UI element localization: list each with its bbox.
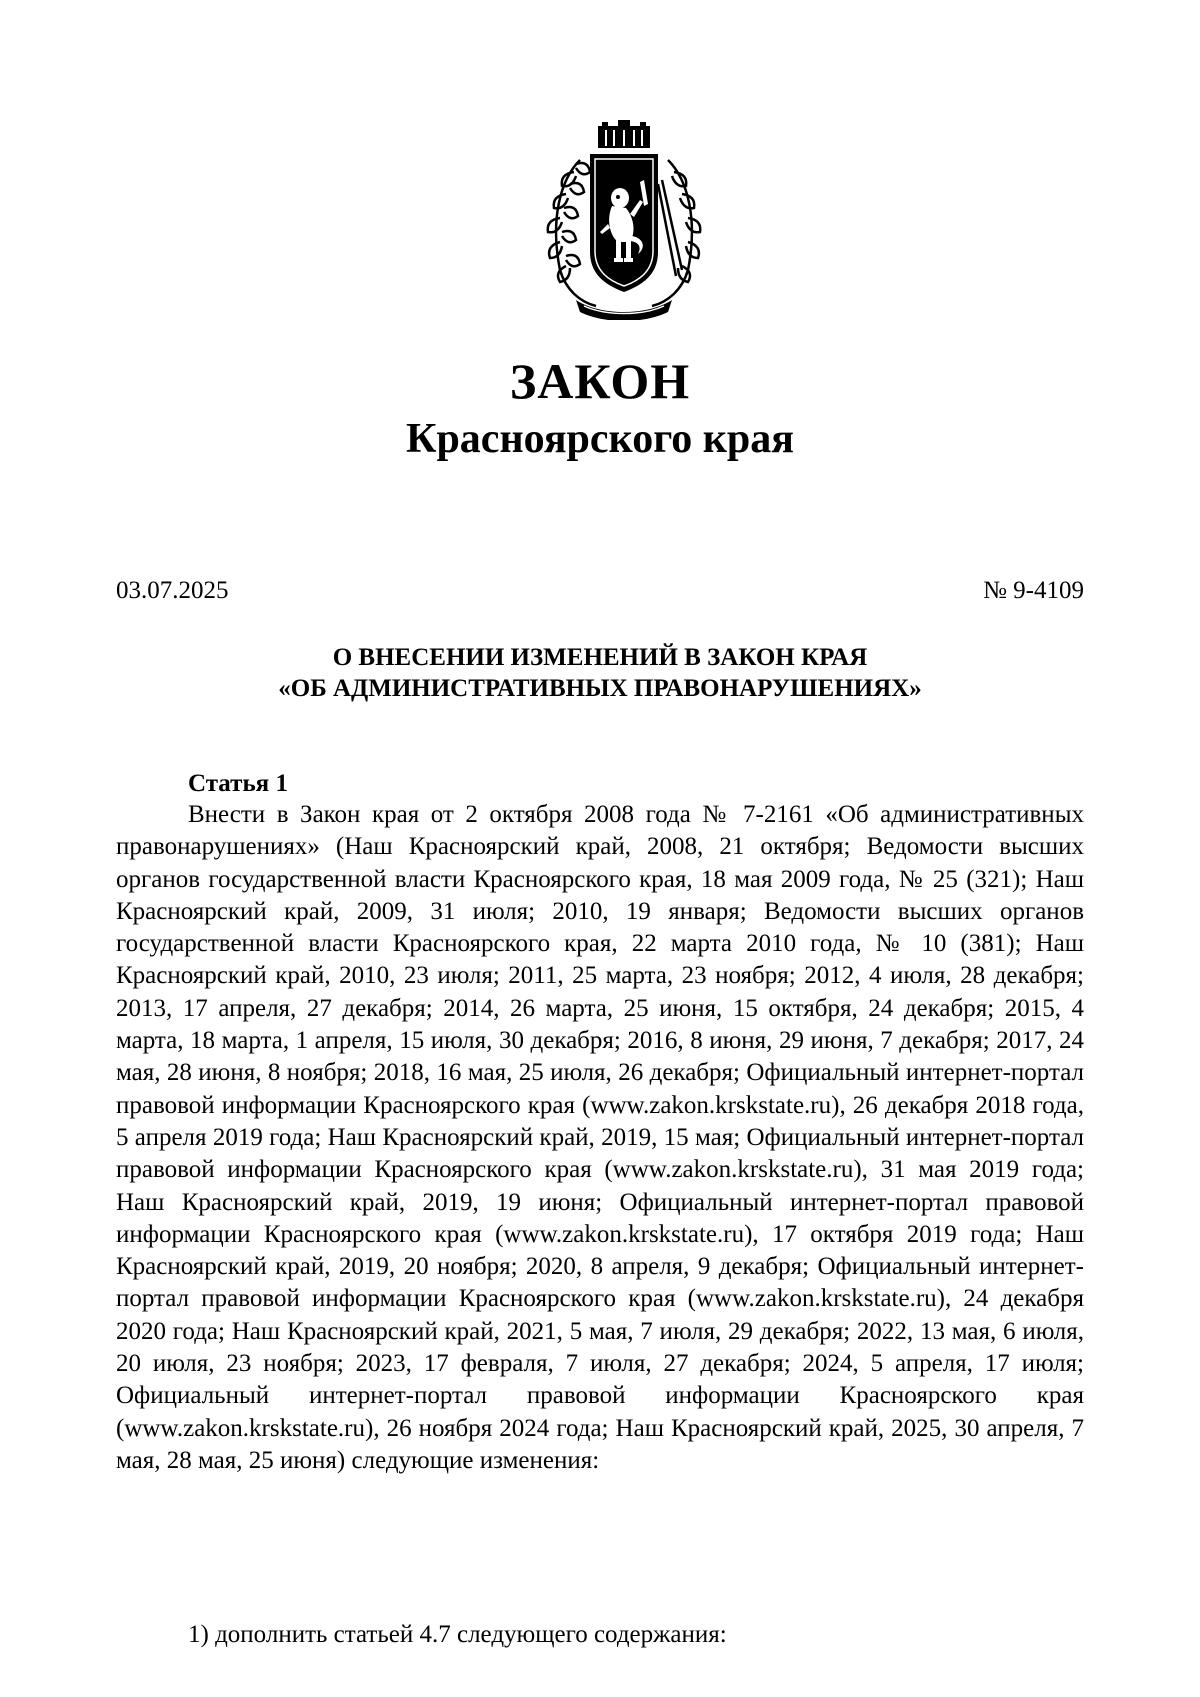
article-text: Внести в Закон края от 2 октября 2008 года № 7-2161 «Об административных правонарушениях» (Наш Красноярский край, 2008, 21 октября; Ведомости высших органов государственной власти Красноярского края, 18 мая 2009 года, № 25 (321); Наш Красноярский край, 2009, 31 июля; 2010, 19 января; Ведомости высших органов государственной власти Красноярского края, 22 марта 2010 года, № 10 (381); Наш Красноярский край, 2010, 23 июля; 2011, 25 марта, 23 ноября; 2012, 4 июля, 28 декабря; 2013, 17 апреля, 27 декабря; 2014, 26 марта, 25 июня, 15 октября, 24 декабря; 2015, 4 марта, 18 марта, 1 апреля, 15 июля, 30 декабря; 2016, 8 июня, 29 июня, 7 декабря; 2017, 24 мая, 28 июня, 8 ноября; 2018, 16 мая, 25 июля, 26 декабря; Официальный интернет-портал правовой информации Красноярского края (www.zakon.krskstate.ru), 26 декабря 2018 года, 5 апреля 2019 года; Наш Красноярский край, 2019, 15 мая; Официальный интернет-портал правовой информации Красноярского края (www.zakon.krskstate.ru), 31 мая 2019 года; Наш Красноярский край, 2019, 19 июня; Официальный интернет-портал правовой информации Красноярского края (www.zakon.krskstate.ru), 17 октября 2019 года; Наш Красноярский край, 2019, 20 ноября; 2020, 8 апреля, 9 декабря; Официальный интернет-портал правовой информации Красноярского края (www.zakon.krskstate.ru), 24 декабря 2020 года; Наш Красноярский край, 2021, 5 мая, 7 июля, 29 декабря; 2022, 13 мая, 6 июля, 20 июля, 23 ноября; 2023, 17 февраля, 7 июля, 27 декабря; 2024, 5 апреля, 17 июля; Официальный интернет-портал правовой информации Красноярского края (www.zakon.krskstate.ru), 26 ноября 2024 года; Наш Красноярский край, 2025, 30 апреля, 7 мая, 28 мая, 25 июня) следующие изменения:	[116, 801, 1084, 1474]
coat-of-arms-icon	[540, 120, 708, 320]
law-heading-line-2: «ОБ АДМИНИСТРАТИВНЫХ ПРАВОНАРУШЕНИЯХ»	[278, 675, 922, 702]
law-heading	[116, 642, 1084, 704]
document-date: 03.07.2025	[116, 577, 229, 604]
law-heading-line-1: О ВНЕСЕНИИ ИЗМЕНЕНИЙ В ЗАКОН КРАЯ	[332, 644, 868, 671]
document-subtitle: Красноярского края	[405, 416, 795, 462]
document-title: ЗАКОН	[509, 353, 691, 409]
list-item: 1) дополнить статьей 4.7 следующего содержания:	[188, 1621, 727, 1648]
article-title: Статья 1	[188, 770, 288, 797]
document-number: № 9-4109	[983, 577, 1084, 604]
